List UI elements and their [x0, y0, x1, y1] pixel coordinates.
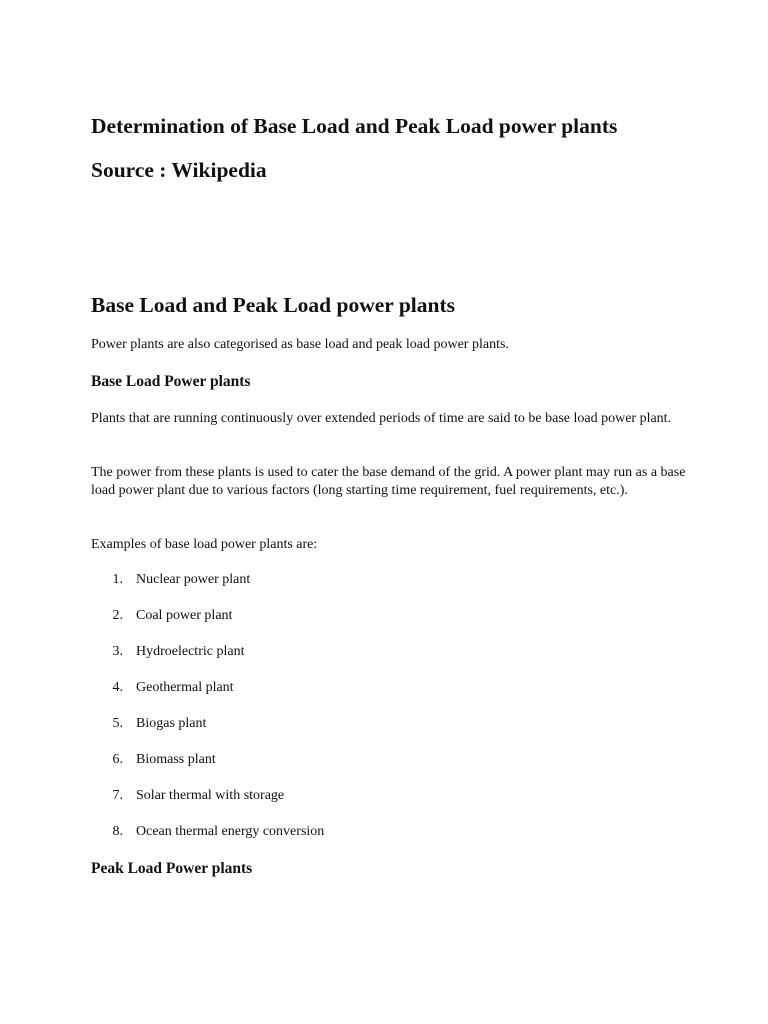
- list-item-number: 5.: [112, 716, 123, 731]
- base-load-description: The power from these plants is used to cater the base demand of the grid. A power plant may run as a base load power plant due to various factors (long starting time requirement, fuel requirements, etc.).: [91, 465, 686, 498]
- list-item-text: Nuclear power plant: [136, 572, 251, 587]
- list-item-text: Solar thermal with storage: [136, 788, 285, 803]
- list-item-text: Biogas plant: [136, 716, 207, 731]
- list-item-text: Biomass plant: [136, 752, 216, 767]
- list-item-number: 3.: [112, 644, 123, 659]
- list-item-number: 1.: [112, 572, 123, 587]
- list-item: [0, 643, 768, 679]
- list-item: [0, 823, 768, 859]
- peak-load-heading: Peak Load Power plants: [91, 860, 253, 877]
- list-item: [0, 571, 768, 607]
- base-load-examples-intro: Examples of base load power plants are:: [91, 537, 318, 552]
- list-item-number: 4.: [112, 680, 123, 695]
- list-item-text: Coal power plant: [136, 608, 233, 623]
- list-item-number: 8.: [112, 824, 123, 839]
- list-item-number: 7.: [112, 788, 123, 803]
- base-load-definition: Plants that are running continuously over extended periods of time are said to be base load power plant.: [91, 411, 672, 426]
- list-item-text: Ocean thermal energy conversion: [136, 824, 325, 839]
- list-item: [0, 607, 768, 643]
- document-source: Source : Wikipedia: [91, 158, 267, 182]
- base-load-heading: Base Load Power plants: [91, 373, 251, 390]
- list-item-number: 6.: [112, 752, 123, 767]
- list-item-number: 2.: [112, 608, 123, 623]
- list-item: [0, 679, 768, 715]
- list-item: [0, 715, 768, 751]
- list-item-text: Geothermal plant: [136, 680, 234, 695]
- intro-paragraph: Power plants are also categorised as base load and peak load power plants.: [91, 337, 509, 352]
- document-title: Determination of Base Load and Peak Load power plants: [91, 114, 618, 138]
- list-item: [0, 751, 768, 787]
- list-item-text: Hydroelectric plant: [136, 644, 245, 659]
- list-item: [0, 787, 768, 823]
- section-heading: Base Load and Peak Load power plants: [91, 293, 455, 317]
- base-load-examples-list: [0, 571, 768, 859]
